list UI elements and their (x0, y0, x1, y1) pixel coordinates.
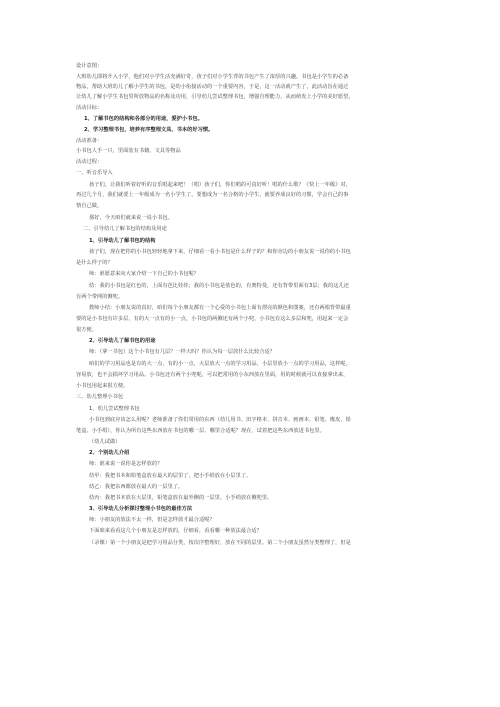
text-line: 2、个别幼儿介绍 (89, 450, 130, 456)
text-line: 幼丙：我把书本放在大层里，铅笔盒放在最外侧的一层里，小手绢放在侧兜里。 (89, 495, 273, 501)
text-line: 有两个带网的侧兜。 (76, 294, 124, 300)
text-line: 小书包人手一只，里面装有书籍、文具等物品 (76, 148, 181, 154)
text-line: 容易放，也不会损坏学习用品。小书包还有两个小兜呢，可以把常用的小东西放在里面，用的时候就可以直接拿出来， (76, 372, 349, 378)
text-line: 2、引导幼儿了解书包的用途 (89, 338, 156, 344)
text-line: 小书包用起来很方便。 (76, 383, 129, 389)
text-line: 下面咱来看看这几个小朋友是怎样放的，仔细看，看看哪一种放法最合适？ (89, 528, 262, 534)
text-line: 小书包到底应该怎么用呢？老师准备了你们常用的东西（幼儿用书、田字格本、拼音本、画画本、铅笔、橡皮、铅 (89, 417, 351, 423)
text-line: 师：小朋友的放法不太一样，但是怎样放才最合适呢？ (89, 517, 215, 523)
text-line: 教师小结：小朋友说的真好，咱们每个小朋友都有一个心爱的小书包上面有漂亮的颜色和图案，还有两根背带最重 (89, 305, 351, 311)
text-line: 活动目标： (76, 105, 103, 111)
text-line: （幼儿试做） (89, 439, 121, 445)
text-line: 活动过程： (76, 159, 103, 165)
text-line: 师：（拿一书包）这个小书包有几层？一样大吗？你认为每一层放什么比较合适？ (89, 349, 275, 355)
text-line: 二、引导幼儿了解书包的结构及用途 (83, 226, 167, 232)
text-line: 幼甲：我把书本和铅笔盒放在最大的层里了，把小手绢放在小层里了。 (89, 473, 252, 479)
text-line: 笔盒、小手绢），你认为所有这些东西放在书包的哪一层、哪里合适呢？现在，试着把这些东西放进书包里。 (76, 428, 325, 434)
text-line: 1、幼儿尝试整理书包 (89, 406, 140, 412)
text-line: 幼：我的小书包是红色的，上面有芭比娃娃；我的小书包是蓝色的，有奥特曼，还有背带里面有3层；我的这儿还 (89, 283, 349, 289)
text-line: 1、了解书包的结构和各部分的用途，爱护小书包。 (84, 116, 203, 122)
text-line: 三、幼儿整理小书包 (76, 394, 124, 400)
text-line: 很方便。 (76, 327, 97, 333)
text-line: 那好，今天咱们就来说一说小书包。 (89, 215, 173, 221)
text-line: 要的是小书包有许多层，有的大一点有的小一点，小书包的两侧还有两个小兜，小书包有这么多层和兜，用起来一定会 (76, 316, 349, 322)
text-line: 设计意图： (76, 63, 103, 69)
text-line: 2、学习整理书包，培养有序整理文具、书本的好习惯。 (84, 127, 214, 133)
text-line: 一、听音乐导入 (76, 170, 113, 176)
text-line: 孩子们，让我们听着好听的音乐唱起来吧！（唱）孩子们，你们唱的可真好听！唱的什么歌？《快上一年级》对， (89, 182, 351, 188)
text-line: 让幼儿了解小学生书包里所放物品的名称及功用，引导幼儿尝试整理书包，增强自理能力，从而萌发上小学的美好愿望。 (76, 94, 354, 100)
text-line: 1、引导幼儿了解书包的结构 (89, 238, 156, 244)
text-line: 师：谁愿意来向大家介绍一下自己的小书包呢？ (89, 271, 199, 277)
text-line: 大班幼儿即将升入小学，他们对小学生活充满好奇，孩子们对小学生背的书包产生了浓厚的兴趣。书包是小学生的必备 (76, 74, 349, 80)
text-line: （录像）第一个小朋友是把学习用品分类，按次序整理好，放在不同的层里。第二个小朋友虽然分类整理了，但是 (89, 540, 351, 546)
text-line: 师：谁来说一说你是怎样放的？ (89, 461, 163, 467)
text-line: 是什么样子的？ (76, 260, 113, 266)
text-line: 物品，帮助大班幼儿了解小学生的书包，是幼小衔接活动的一个重要内容，于是，这一活动就产生了，此活动旨在通过 (76, 84, 349, 90)
text-line: 活动准备： (76, 138, 103, 144)
text-line: 咱们的学习用品也是有的大一点，有的小一点，大层放大一点的学习用品，小层里放小一点的学习用品，这样呢， (89, 361, 351, 367)
text-line: 再过几个月，我们就要上一年级成为一名小学生了。要想成为一名合格的小学生，就要养成良好的习惯，学会自己的事 (76, 192, 349, 198)
text-line: 情自己做。 (76, 203, 103, 209)
text-line: 3、引导幼儿分析探讨整理小书包的最佳方法 (89, 506, 193, 512)
text-line: 幼乙：我把东西都放在最大的一层里了。 (89, 484, 184, 490)
text-line: 孩子们，现在把你的小书包轻轻地拿下来，仔细看一看小书包是什么样子的？和你旁边的小朋友说一说你的小书包 (89, 249, 351, 255)
